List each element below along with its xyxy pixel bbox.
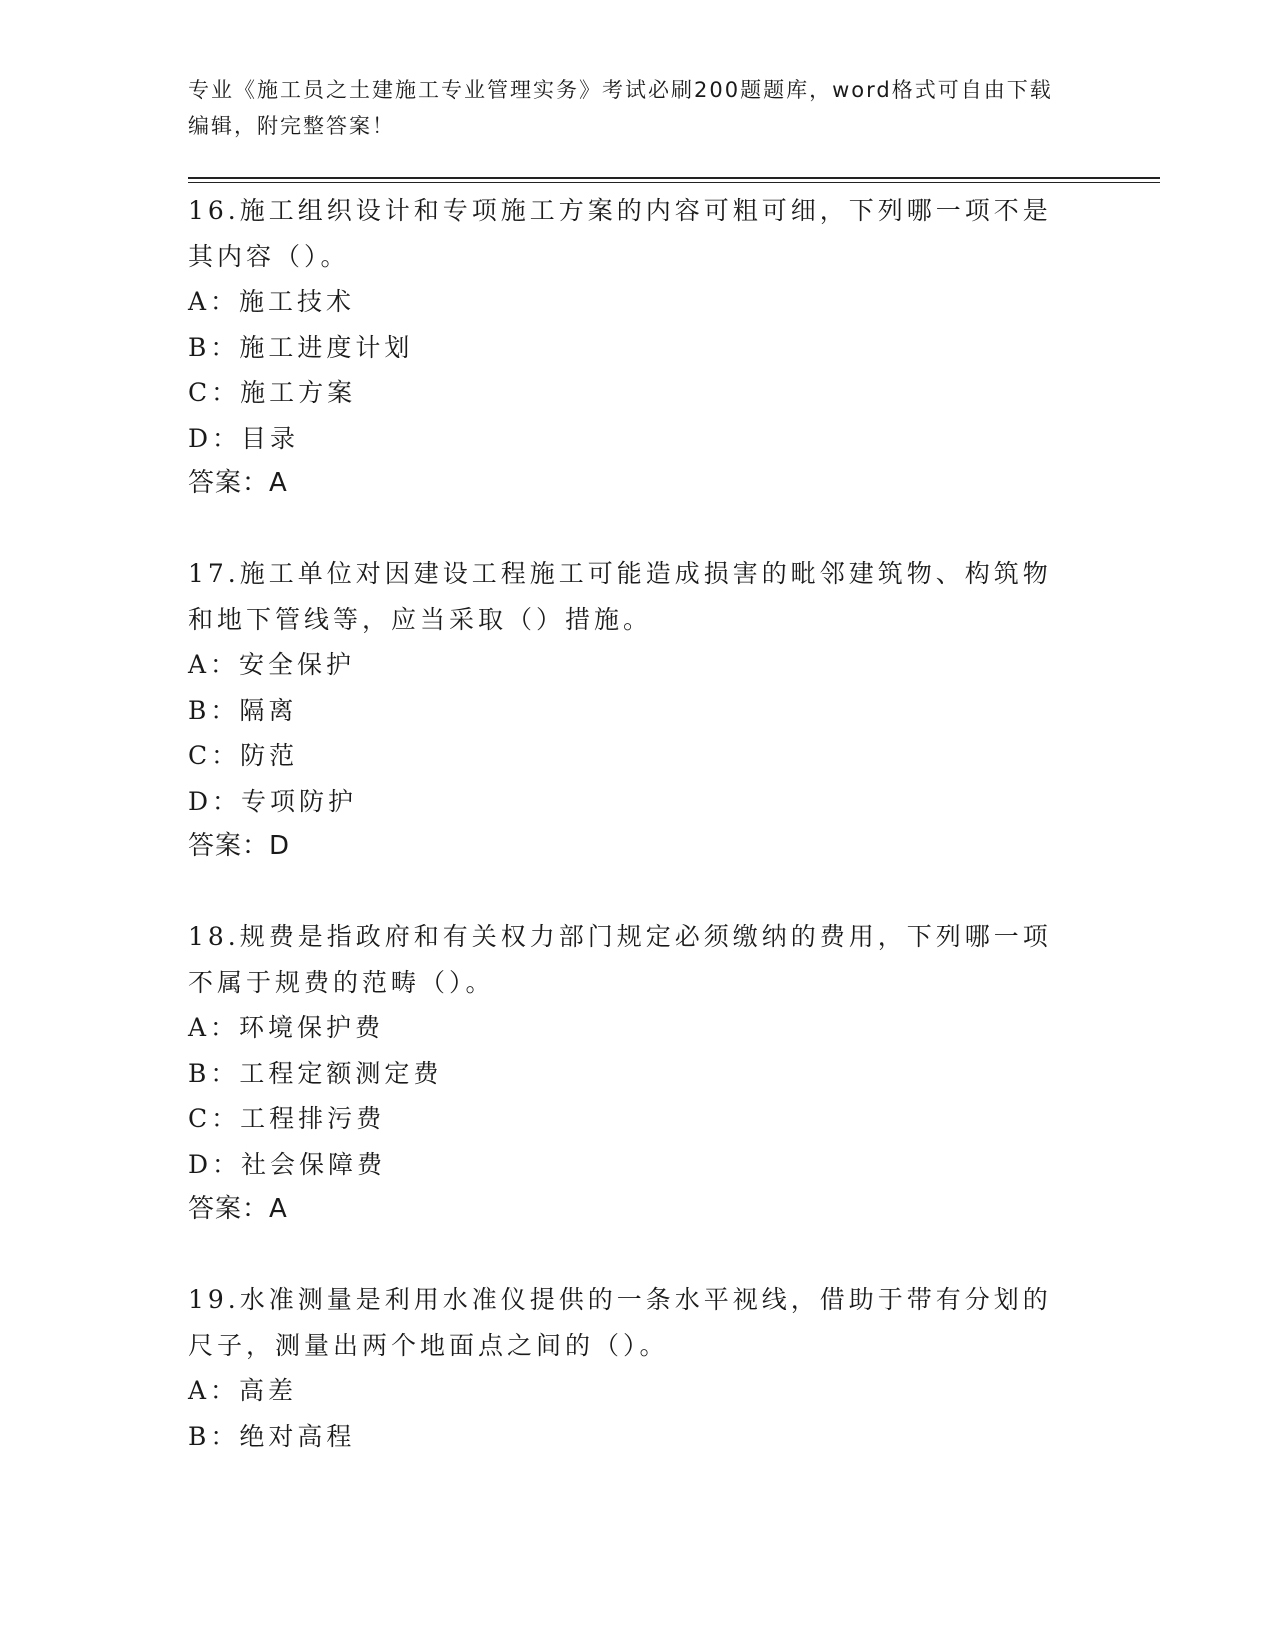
question-17 — [188, 551, 1088, 869]
option-a: A：环境保护费 — [188, 1013, 385, 1042]
question-stem: 16.施工组织设计和专项施工方案的内容可粗可细，下列哪一项不是其内容（）。 — [188, 196, 1052, 271]
answer-line: 答案：D — [188, 831, 291, 861]
option-d: D：专项防护 — [188, 786, 358, 816]
option-c: C：工程排污费 — [188, 1104, 386, 1133]
header-rule-bottom — [188, 182, 1160, 183]
option-d: D：目录 — [188, 423, 300, 453]
option-b: B：绝对高程 — [188, 1421, 356, 1451]
header-rule-top — [188, 177, 1160, 179]
question-18 — [188, 914, 1088, 1232]
option-b: B：工程定额测定费 — [188, 1058, 443, 1088]
question-list — [188, 188, 1088, 1504]
option-b: B：隔离 — [188, 695, 298, 725]
question-stem: 18.规费是指政府和有关权力部门规定必须缴纳的费用，下列哪一项不属于规费的范畴（）。 — [188, 922, 1052, 997]
answer-line: 答案：A — [188, 468, 288, 498]
option-a: A：施工技术 — [188, 287, 356, 316]
question-19 — [188, 1277, 1088, 1459]
question-stem: 17.施工单位对因建设工程施工可能造成损害的毗邻建筑物、构筑物和地下管线等，应当采取（）措施。 — [188, 559, 1052, 634]
option-c: C：施工方案 — [188, 378, 357, 407]
answer-line: 答案：A — [188, 1194, 288, 1224]
option-b: B：施工进度计划 — [188, 332, 414, 362]
option-a: A：高差 — [188, 1376, 298, 1405]
option-a: A：安全保护 — [188, 650, 356, 679]
document-header: 专业《施工员之土建施工专业管理实务》考试必刷200题题库，word格式可自由下载编辑，附完整答案！ — [188, 78, 1053, 138]
question-stem: 19.水准测量是利用水准仪提供的一条水平视线，借助于带有分划的尺子，测量出两个地面点之间的（）。 — [188, 1285, 1052, 1360]
question-16 — [188, 188, 1088, 506]
option-c: C：防范 — [188, 741, 299, 770]
option-d: D：社会保障费 — [188, 1149, 387, 1179]
